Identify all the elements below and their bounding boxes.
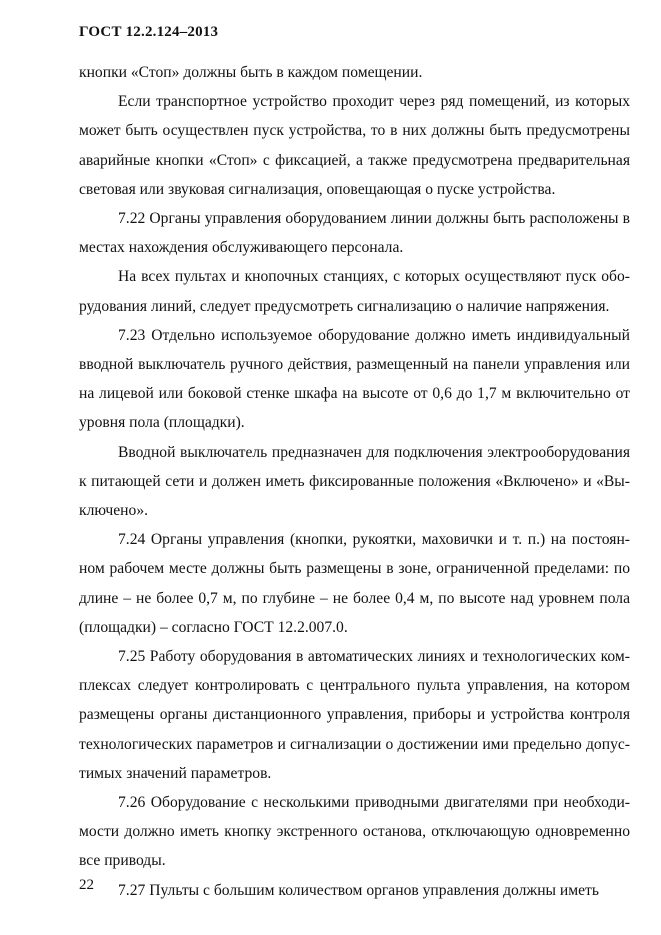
paragraph-input-switch: Вводной выключатель предназначен для подключения электрооборудования к питающей сети и должен иметь фиксированные положения «Включено» и «Выключено». [79,443,630,520]
paragraph-transport-device: Если транспортное устройство проходит через ряд помещений, из которых может быть осуществлен пуск устройства, то в них должны быть предусмотрены аварийные кнопки «Стоп» с фиксацией, а также предусмотрена предварительная световая или звуковая сигнализация, оповещающая о пуске устройства. [79,93,630,198]
paragraph-7-25: 7.25 Работу оборудования в автоматических линиях и технологических комплексах следует контролировать с центрального пульта управления, на котором размещены органы дистанционного управления, приборы и устройства контроля технологических параметров и сигнализации о достижении ими предельно допустимых значений параметров. [79,648,630,782]
page-number: 22 [79,877,94,893]
paragraph-7-26: 7.26 Оборудование с несколькими приводными двигателями при необходимости должно иметь кнопку экстренного останова, отключающую одновременно все приводы. [79,794,630,870]
document-code-header: ГОСТ 12.2.124–2013 [79,24,219,40]
paragraph-7-27: 7.27 Пульты с большим количеством органов управления должны иметь [118,881,599,899]
document-body [79,58,630,905]
paragraph-7-24: 7.24 Органы управления (кнопки, рукоятки, маховички и т. п.) на постоянном рабочем месте должны быть размещены в зоне, ограниченной пределами: по длине – не более 0,7 м, по глубине – не более 0,4 м, по высоте над уровнем пола (площадки) – согласно ГОСТ 12.2.007.0. [79,531,630,636]
paragraph-7-23: 7.23 Отдельно используемое оборудование должно иметь индивидуальный вводной выключатель ручного действия, размещенный на панели управления или на лицевой или боковой стенке шкафа на высоте от 0,6 до 1,7 м включительно от уровня пола (площадки). [79,326,630,432]
paragraph-7-22: 7.22 Органы управления оборудованием линии должны быть расположены в местах нахождения обслуживающего персонала. [79,210,630,257]
paragraph-continuation: кнопки «Стоп» должны быть в каждом помещении. [79,64,423,81]
paragraph-control-panels: На всех пультах и кнопочных станциях, с которых осуществляют пуск оборудования линий, следует предусмотреть сигнализацию о наличие напряжения. [79,268,630,315]
